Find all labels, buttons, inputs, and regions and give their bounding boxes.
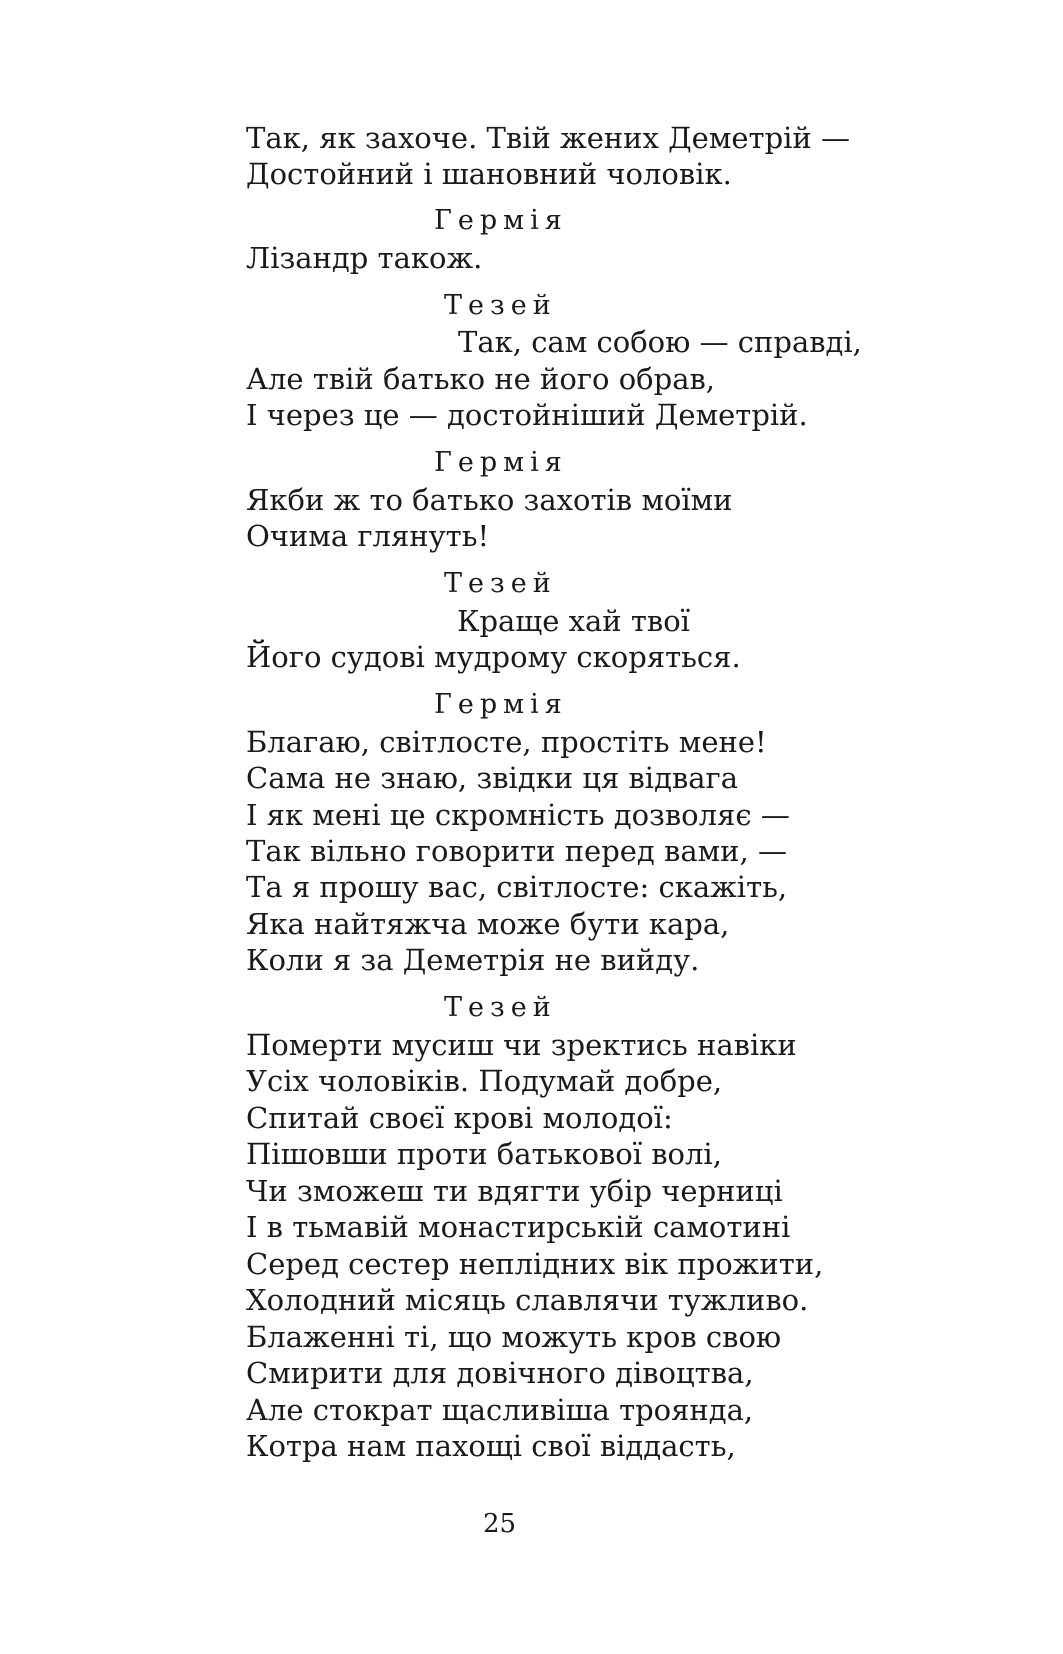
- speaker-name: Гермія: [434, 447, 568, 478]
- verse-line: І як мені це скромність дозволяє —: [246, 798, 790, 832]
- verse-line: Коли я за Деметрія не вийду.: [246, 943, 700, 977]
- speaker-name: Тезей: [444, 568, 557, 599]
- speaker-name: Тезей: [444, 992, 557, 1023]
- speaker-name: Тезей: [444, 290, 557, 321]
- speaker-name: Гермія: [434, 689, 568, 720]
- verse-line: Серед сестер неплідних вік прожити,: [246, 1247, 824, 1281]
- verse-line: Але стократ щасливіша троянда,: [246, 1393, 754, 1427]
- verse-line: Якби ж то батько захотів моїми: [246, 483, 733, 517]
- verse-line: Яка найтяжча може бути кара,: [246, 907, 730, 941]
- verse-line: Котра нам пахощі свої віддасть,: [246, 1429, 736, 1463]
- verse-line: Так, як захоче. Твій жених Деметрій —: [246, 121, 850, 155]
- verse-line: Пішовши проти батькової волі,: [246, 1137, 722, 1171]
- verse-line: Та я прошу вас, світлосте: скажіть,: [246, 870, 788, 904]
- verse-line: Смирити для довічного дівоцтва,: [246, 1356, 754, 1390]
- speaker-name: Гермія: [434, 205, 568, 236]
- verse-line: Благаю, світлосте, простіть мене!: [246, 725, 767, 759]
- verse-line: Холодний місяць славлячи тужливо.: [246, 1283, 809, 1317]
- verse-line: І через це — достойніший Деметрій.: [246, 398, 808, 432]
- verse-line-indented: Краще хай твої: [457, 604, 690, 638]
- verse-line: Лізандр також.: [246, 241, 483, 275]
- verse-line: Померти мусиш чи зректись навіки: [246, 1028, 797, 1062]
- verse-line: Блаженні ті, що можуть кров свою: [246, 1320, 782, 1354]
- verse-line: Але твій батько не його обрав,: [246, 362, 716, 396]
- verse-line: Усіх чоловіків. Подумай добре,: [246, 1064, 723, 1098]
- verse-line-indented: Так, сам собою — справді,: [458, 325, 862, 359]
- verse-line: Його судові мудрому скоряться.: [246, 640, 741, 674]
- verse-line: Чи зможеш ти вдягти убір черниці: [246, 1174, 783, 1208]
- verse-line: Очима глянуть!: [246, 519, 490, 553]
- verse-line: Сама не знаю, звідки ця відвага: [246, 761, 739, 795]
- verse-line: Достойний і шановний чоловік.: [246, 157, 732, 191]
- page-number: 25: [483, 1509, 517, 1539]
- verse-line: Спитай своєї крові молодої:: [246, 1101, 673, 1135]
- verse-line: Так вільно говорити перед вами, —: [246, 834, 787, 868]
- verse-line: І в тьмавій монастирській самотині: [246, 1210, 791, 1244]
